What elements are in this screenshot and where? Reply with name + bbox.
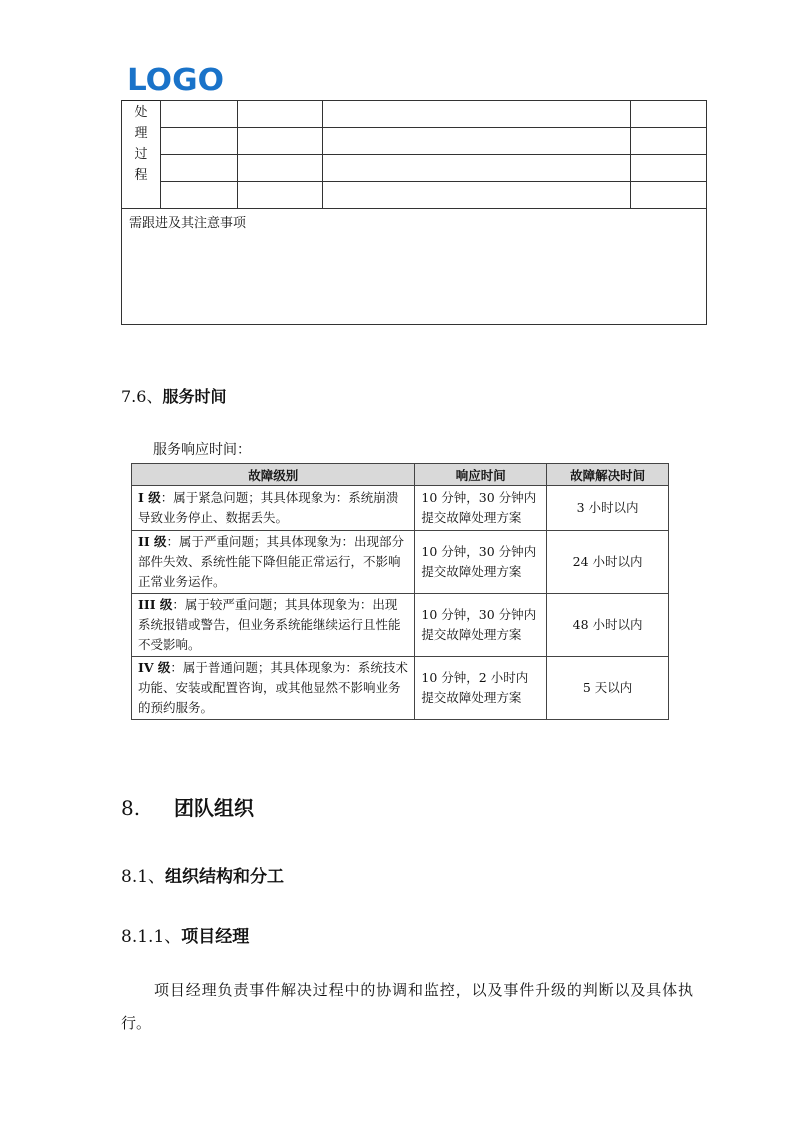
level-cell: IV 级：属于普通问题；其具体现象为：系统技术功能、安装或配置咨询，或其他显然不影响业务的预约服务。 [132, 657, 415, 720]
followup-label: 需跟进及其注意事项 [129, 216, 247, 231]
table-row [132, 486, 669, 531]
table-row [132, 531, 669, 594]
resolve-cell: 24 小时以内 [547, 531, 669, 594]
section-heading-7-6 [121, 384, 226, 407]
level-cell: II 级：属于严重问题；其具体现象为：出现部分部件失效、系统性能下降但能正常运行，不影响正常业务运作。 [132, 531, 415, 594]
response-time-label: 服务响应时间： [153, 442, 251, 458]
level-cell: III 级：属于较严重问题；其具体现象为：出现系统报错或警告，但业务系统能继续运行且性能不受影响。 [132, 594, 415, 657]
level-cell: I 级：属于紧急问题；其具体现象为：系统崩溃导致业务停止、数据丢失。 [132, 486, 415, 531]
resolve-cell: 3 小时以内 [547, 486, 669, 531]
section-heading-8-1-1 [121, 922, 249, 947]
body-paragraph: 项目经理负责事件解决过程中的协调和监控，以及事件升级的判断以及具体执行。 [121, 981, 693, 1032]
column-header: 故障级别 [132, 464, 415, 486]
form-row-divider [160, 181, 706, 182]
incident-record-form [121, 100, 707, 325]
resolve-cell: 5 天以内 [547, 657, 669, 720]
resolve-cell: 48 小时以内 [547, 594, 669, 657]
table-row [132, 657, 669, 720]
section-number: 8.1.1、 [121, 927, 182, 947]
response-cell: 10 分钟，30 分钟内提交故障处理方案 [415, 594, 547, 657]
response-cell: 10 分钟，2 小时内提交故障处理方案 [415, 657, 547, 720]
response-cell: 10 分钟，30 分钟内提交故障处理方案 [415, 531, 547, 594]
section-title: 团队组织 [174, 796, 254, 820]
section-number: 7.6、 [121, 387, 163, 406]
process-label: 处 理 过 程 [134, 105, 148, 183]
section-number: 8. [121, 796, 141, 820]
section-title: 服务时间 [162, 387, 227, 406]
response-cell: 10 分钟，30 分钟内提交故障处理方案 [415, 486, 547, 531]
column-header: 故障解决时间 [547, 464, 669, 486]
form-row-divider [160, 100, 706, 101]
table-header-row [132, 464, 669, 486]
column-header: 响应时间 [415, 464, 547, 486]
section-title: 组织结构和分工 [165, 867, 285, 887]
section-heading-8 [121, 792, 254, 821]
section-heading-8-1 [121, 862, 284, 887]
form-row-divider [122, 208, 706, 209]
table-row [132, 594, 669, 657]
form-row-divider [160, 127, 706, 128]
logo [127, 64, 225, 94]
form-row-divider [160, 154, 706, 155]
logo-text: LOGO [127, 64, 224, 94]
section-number: 8.1、 [121, 867, 166, 887]
section-title: 项目经理 [181, 927, 250, 947]
service-level-table [131, 463, 669, 720]
